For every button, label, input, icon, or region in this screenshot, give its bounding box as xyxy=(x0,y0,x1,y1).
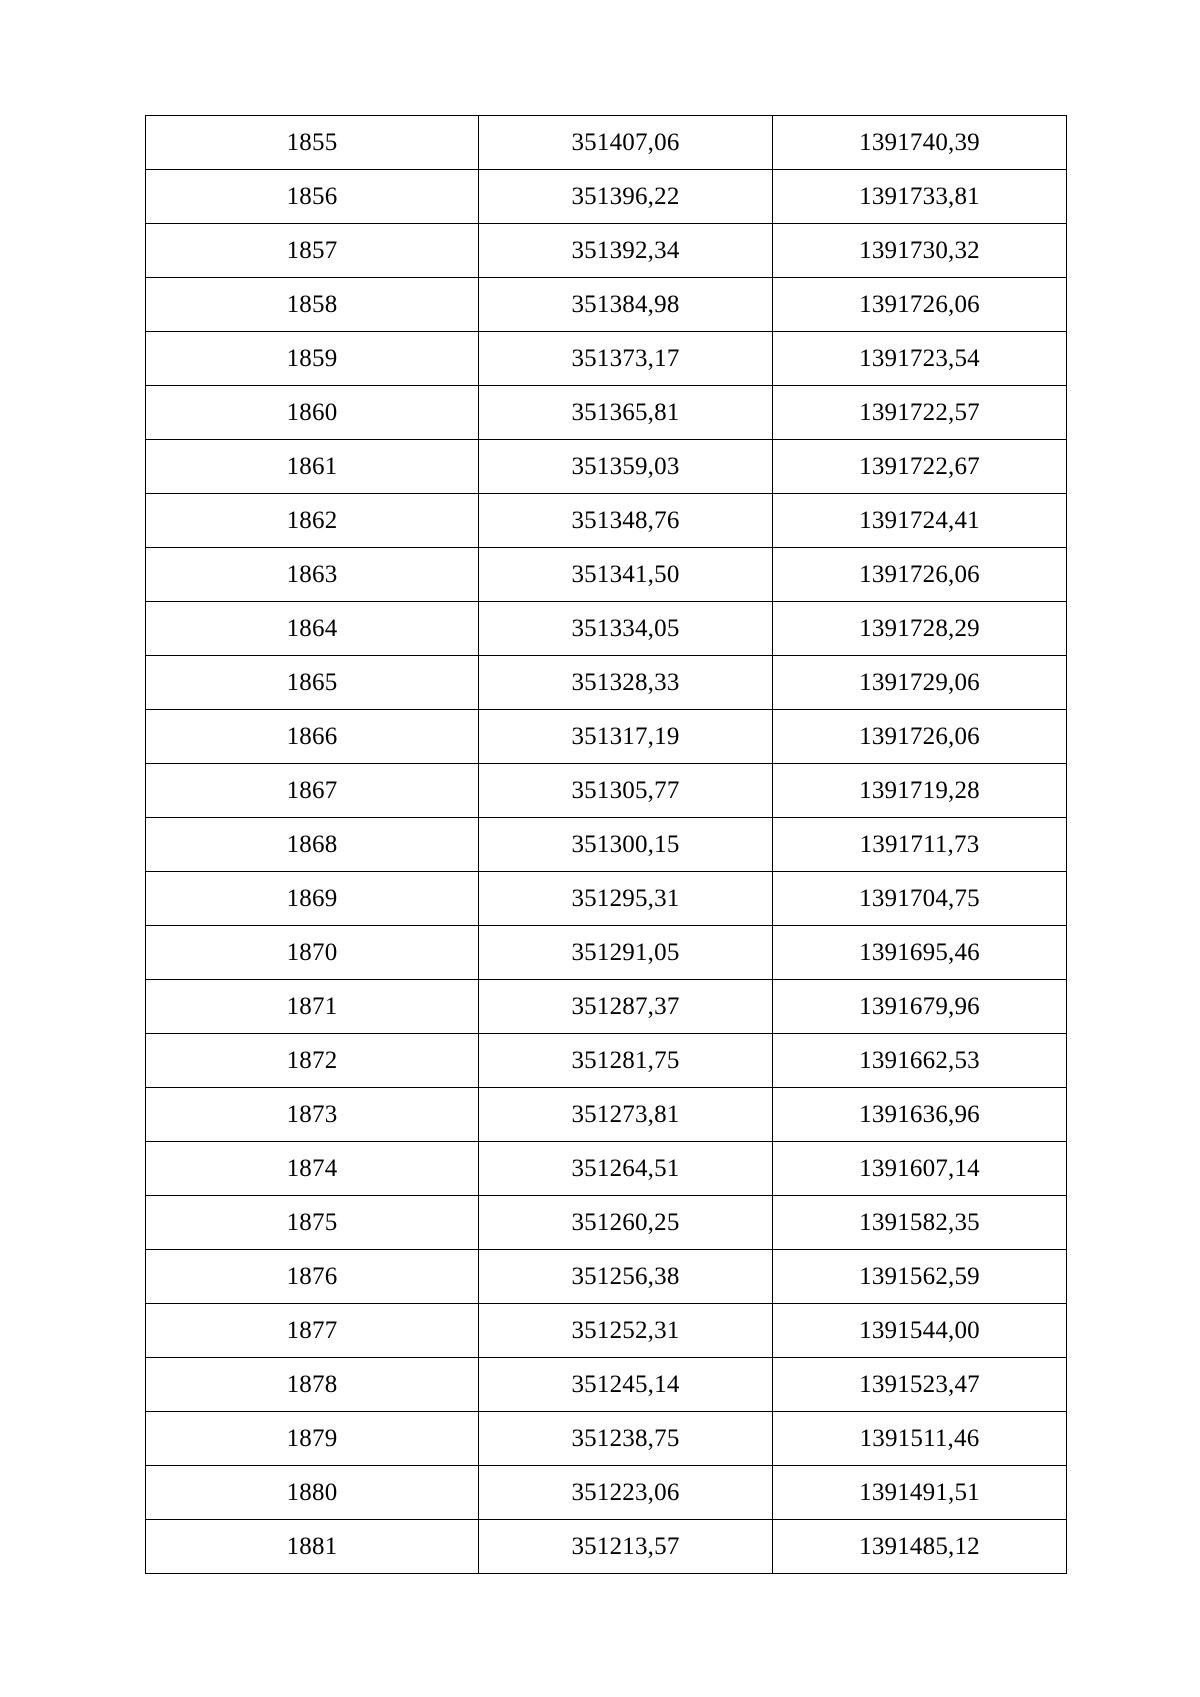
y-coordinate-cell: 1391491,51 xyxy=(773,1466,1067,1520)
point-number-cell: 1880 xyxy=(146,1466,479,1520)
x-coordinate-cell: 351317,19 xyxy=(479,710,773,764)
point-number-cell: 1875 xyxy=(146,1196,479,1250)
table-row xyxy=(146,818,1067,872)
y-coordinate-cell: 1391724,41 xyxy=(773,494,1067,548)
x-coordinate-cell: 351359,03 xyxy=(479,440,773,494)
point-number-cell: 1876 xyxy=(146,1250,479,1304)
y-coordinate-cell: 1391733,81 xyxy=(773,170,1067,224)
x-coordinate-cell: 351348,76 xyxy=(479,494,773,548)
table-row xyxy=(146,710,1067,764)
point-number-cell: 1873 xyxy=(146,1088,479,1142)
table-row xyxy=(146,1304,1067,1358)
x-coordinate-cell: 351407,06 xyxy=(479,116,773,170)
point-number-cell: 1867 xyxy=(146,764,479,818)
y-coordinate-cell: 1391730,32 xyxy=(773,224,1067,278)
x-coordinate-cell: 351291,05 xyxy=(479,926,773,980)
y-coordinate-cell: 1391662,53 xyxy=(773,1034,1067,1088)
y-coordinate-cell: 1391485,12 xyxy=(773,1520,1067,1574)
point-number-cell: 1877 xyxy=(146,1304,479,1358)
y-coordinate-cell: 1391511,46 xyxy=(773,1412,1067,1466)
y-coordinate-cell: 1391607,14 xyxy=(773,1142,1067,1196)
x-coordinate-cell: 351256,38 xyxy=(479,1250,773,1304)
table-row xyxy=(146,980,1067,1034)
y-coordinate-cell: 1391719,28 xyxy=(773,764,1067,818)
table-row xyxy=(146,440,1067,494)
point-number-cell: 1871 xyxy=(146,980,479,1034)
point-number-cell: 1872 xyxy=(146,1034,479,1088)
table-row xyxy=(146,1250,1067,1304)
table-row xyxy=(146,1412,1067,1466)
point-number-cell: 1881 xyxy=(146,1520,479,1574)
x-coordinate-cell: 351281,75 xyxy=(479,1034,773,1088)
y-coordinate-cell: 1391722,67 xyxy=(773,440,1067,494)
x-coordinate-cell: 351245,14 xyxy=(479,1358,773,1412)
table-row xyxy=(146,1358,1067,1412)
table-row xyxy=(146,332,1067,386)
table-row xyxy=(146,656,1067,710)
table-row xyxy=(146,1142,1067,1196)
point-number-cell: 1858 xyxy=(146,278,479,332)
y-coordinate-cell: 1391562,59 xyxy=(773,1250,1067,1304)
y-coordinate-cell: 1391726,06 xyxy=(773,278,1067,332)
point-number-cell: 1870 xyxy=(146,926,479,980)
x-coordinate-cell: 351264,51 xyxy=(479,1142,773,1196)
table-row xyxy=(146,872,1067,926)
point-number-cell: 1855 xyxy=(146,116,479,170)
table-row xyxy=(146,278,1067,332)
x-coordinate-cell: 351295,31 xyxy=(479,872,773,926)
coordinates-table xyxy=(145,115,1067,1574)
x-coordinate-cell: 351365,81 xyxy=(479,386,773,440)
y-coordinate-cell: 1391729,06 xyxy=(773,656,1067,710)
point-number-cell: 1878 xyxy=(146,1358,479,1412)
point-number-cell: 1862 xyxy=(146,494,479,548)
x-coordinate-cell: 351392,34 xyxy=(479,224,773,278)
point-number-cell: 1859 xyxy=(146,332,479,386)
x-coordinate-cell: 351384,98 xyxy=(479,278,773,332)
table-row xyxy=(146,1088,1067,1142)
y-coordinate-cell: 1391582,35 xyxy=(773,1196,1067,1250)
x-coordinate-cell: 351373,17 xyxy=(479,332,773,386)
coordinates-table-body xyxy=(146,116,1067,1574)
x-coordinate-cell: 351300,15 xyxy=(479,818,773,872)
point-number-cell: 1874 xyxy=(146,1142,479,1196)
table-row xyxy=(146,1466,1067,1520)
x-coordinate-cell: 351334,05 xyxy=(479,602,773,656)
y-coordinate-cell: 1391704,75 xyxy=(773,872,1067,926)
y-coordinate-cell: 1391728,29 xyxy=(773,602,1067,656)
y-coordinate-cell: 1391711,73 xyxy=(773,818,1067,872)
table-row xyxy=(146,386,1067,440)
x-coordinate-cell: 351287,37 xyxy=(479,980,773,1034)
table-row xyxy=(146,1034,1067,1088)
point-number-cell: 1861 xyxy=(146,440,479,494)
x-coordinate-cell: 351396,22 xyxy=(479,170,773,224)
point-number-cell: 1869 xyxy=(146,872,479,926)
point-number-cell: 1868 xyxy=(146,818,479,872)
y-coordinate-cell: 1391636,96 xyxy=(773,1088,1067,1142)
point-number-cell: 1856 xyxy=(146,170,479,224)
x-coordinate-cell: 351273,81 xyxy=(479,1088,773,1142)
y-coordinate-cell: 1391740,39 xyxy=(773,116,1067,170)
table-row xyxy=(146,170,1067,224)
x-coordinate-cell: 351341,50 xyxy=(479,548,773,602)
y-coordinate-cell: 1391523,47 xyxy=(773,1358,1067,1412)
x-coordinate-cell: 351305,77 xyxy=(479,764,773,818)
x-coordinate-cell: 351213,57 xyxy=(479,1520,773,1574)
table-row xyxy=(146,494,1067,548)
point-number-cell: 1879 xyxy=(146,1412,479,1466)
y-coordinate-cell: 1391726,06 xyxy=(773,710,1067,764)
table-row xyxy=(146,116,1067,170)
table-row xyxy=(146,1196,1067,1250)
point-number-cell: 1866 xyxy=(146,710,479,764)
point-number-cell: 1857 xyxy=(146,224,479,278)
y-coordinate-cell: 1391695,46 xyxy=(773,926,1067,980)
y-coordinate-cell: 1391722,57 xyxy=(773,386,1067,440)
point-number-cell: 1865 xyxy=(146,656,479,710)
table-row xyxy=(146,224,1067,278)
y-coordinate-cell: 1391679,96 xyxy=(773,980,1067,1034)
x-coordinate-cell: 351223,06 xyxy=(479,1466,773,1520)
point-number-cell: 1863 xyxy=(146,548,479,602)
point-number-cell: 1860 xyxy=(146,386,479,440)
x-coordinate-cell: 351252,31 xyxy=(479,1304,773,1358)
table-row xyxy=(146,764,1067,818)
table-row xyxy=(146,1520,1067,1574)
point-number-cell: 1864 xyxy=(146,602,479,656)
y-coordinate-cell: 1391726,06 xyxy=(773,548,1067,602)
table-row xyxy=(146,926,1067,980)
y-coordinate-cell: 1391723,54 xyxy=(773,332,1067,386)
x-coordinate-cell: 351328,33 xyxy=(479,656,773,710)
table-row xyxy=(146,548,1067,602)
y-coordinate-cell: 1391544,00 xyxy=(773,1304,1067,1358)
x-coordinate-cell: 351238,75 xyxy=(479,1412,773,1466)
table-row xyxy=(146,602,1067,656)
x-coordinate-cell: 351260,25 xyxy=(479,1196,773,1250)
